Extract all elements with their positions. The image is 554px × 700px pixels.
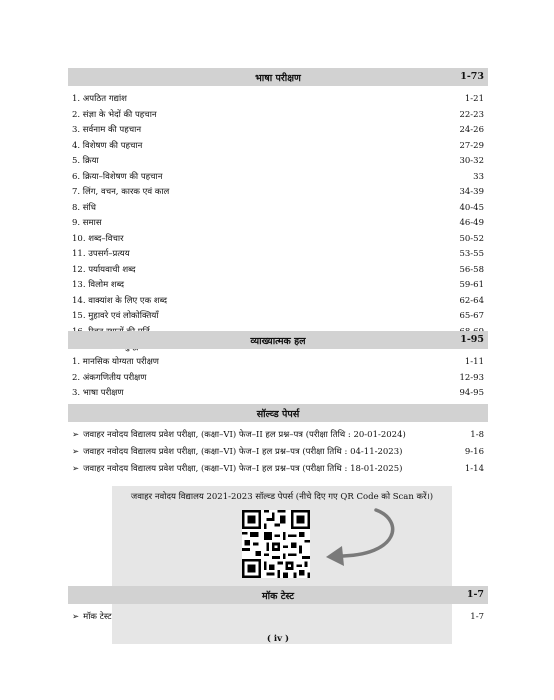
- toc-label: 6. क्रिया–विशेषण की पहचान: [72, 171, 163, 182]
- toc-row[interactable]: [68, 123, 488, 137]
- toc-label: 15. मुहावरे एवं लोकोक्तियाँ: [72, 311, 159, 321]
- section-range: 1-73: [460, 71, 484, 82]
- toc-pages: 1-11: [464, 357, 484, 367]
- toc-row[interactable]: [68, 201, 488, 215]
- toc-label: 14. वाक्यांश के लिए एक शब्द: [72, 295, 167, 306]
- toc-pages: 59-61: [459, 280, 484, 290]
- toc-row[interactable]: [68, 355, 488, 369]
- toc-label: 1. मानसिक योग्यता परीक्षण: [72, 357, 159, 367]
- toc-pages: 50-52: [459, 233, 484, 244]
- toc-label: 12. पर्यायवाची शब्द: [72, 264, 136, 275]
- toc-pages: 30-32: [459, 156, 484, 166]
- section-title: व्याख्यात्मक हल: [250, 336, 306, 347]
- toc-row[interactable]: [68, 278, 488, 292]
- curved-arrow-icon: [320, 506, 416, 576]
- toc-pages: 22-23: [459, 109, 484, 120]
- section-range: 1-95: [460, 334, 484, 345]
- toc-row[interactable]: [68, 263, 488, 277]
- toc-row[interactable]: [68, 371, 488, 385]
- section-title: सॉल्व्ड पेपर्स: [256, 409, 300, 420]
- toc-label: जवाहर नवोदय विद्यालय प्रवेश परीक्षा, (कक्षा–VI) फेज–I हल प्रश्न–पत्र (परीक्षा तिथि : 04-11-2023): [83, 447, 403, 457]
- toc-row[interactable]: [68, 309, 488, 323]
- arrow-bullet-icon: ➢: [72, 464, 80, 474]
- section-range: 1-7: [466, 589, 484, 600]
- toc-row[interactable]: [68, 610, 488, 624]
- section-header-language: [68, 68, 488, 86]
- toc-label: 9. समास: [72, 218, 102, 228]
- toc-label: 5. क्रिया: [72, 156, 99, 166]
- toc-label: मॉक टेस्ट: [83, 612, 112, 622]
- toc-label: जवाहर नवोदय विद्यालय प्रवेश परीक्षा, (कक्षा–VI) फेज–II हल प्रश्न–पत्र (परीक्षा तिथि : 20-01-2024): [83, 430, 406, 440]
- toc-pages: 33: [473, 171, 484, 182]
- toc-label: 13. विलोम शब्द: [72, 280, 125, 290]
- section-title: भाषा परीक्षण: [255, 73, 301, 84]
- toc-row[interactable]: [68, 294, 488, 308]
- toc-pages: 1-8: [470, 430, 484, 440]
- qr-code-icon[interactable]: [242, 510, 310, 578]
- toc-pages: 65-67: [459, 311, 484, 321]
- arrow-bullet-icon: ➢: [72, 612, 80, 622]
- toc-label: 2. संज्ञा के भेदों की पहचान: [72, 109, 157, 120]
- toc-pages: 34-39: [459, 187, 484, 197]
- toc-pages: 12-93: [459, 372, 484, 383]
- section-header-mock-test: [68, 586, 488, 604]
- toc-pages: 1-7: [470, 612, 484, 622]
- qr-caption: जवाहर नवोदय विद्यालय 2021-2023 सॉल्व्ड पेपर्स (नीचे दिए गए QR Code को Scan करें।): [130, 492, 434, 502]
- toc-label: 2. अंकगणितीय परीक्षण: [72, 372, 147, 383]
- toc-row[interactable]: [68, 445, 488, 459]
- toc-pages: 1-14: [464, 464, 484, 474]
- toc-pages: 9-16: [464, 447, 484, 457]
- toc-row[interactable]: [68, 247, 488, 261]
- toc-pages: 46-49: [459, 218, 484, 228]
- toc-label: 7. लिंग, वचन, कारक एवं काल: [72, 187, 170, 197]
- toc-row[interactable]: [68, 428, 488, 442]
- toc-row[interactable]: [68, 108, 488, 122]
- toc-pages: 40-45: [459, 202, 484, 213]
- toc-pages: 94-95: [459, 388, 484, 398]
- toc-label: 8. संधि: [72, 202, 96, 213]
- toc-row[interactable]: [68, 232, 488, 246]
- section-header-solved-papers: [68, 404, 488, 422]
- arrow-bullet-icon: ➢: [72, 447, 80, 457]
- toc-row[interactable]: [68, 170, 488, 184]
- section-title: मॉक टेस्ट: [261, 591, 295, 602]
- toc-label: जवाहर नवोदय विद्यालय प्रवेश परीक्षा, (कक्षा–VI) फेज–I हल प्रश्न–पत्र (परीक्षा तिथि : 18-01-2025): [83, 464, 403, 474]
- toc-pages: 1-21: [464, 94, 484, 104]
- section-header-explanatory: [68, 331, 488, 349]
- toc-pages: 62-64: [459, 295, 484, 306]
- toc-row[interactable]: [68, 386, 488, 400]
- toc-label: 1. अपठित गद्यांश: [72, 94, 127, 104]
- toc-pages: 24-26: [459, 125, 484, 135]
- toc-label: 11. उपसर्ग–प्रत्यय: [72, 249, 130, 259]
- toc-pages: 27-29: [459, 140, 484, 151]
- toc-row[interactable]: [68, 462, 488, 476]
- toc-pages: 56-58: [459, 264, 484, 275]
- toc-label: 4. विशेषण की पहचान: [72, 140, 143, 151]
- toc-pages: 53-55: [459, 249, 484, 259]
- toc-row[interactable]: [68, 154, 488, 168]
- toc-label: 10. शब्द–विचार: [72, 233, 124, 244]
- arrow-bullet-icon: ➢: [72, 430, 80, 440]
- toc-label: 3. भाषा परीक्षण: [72, 388, 124, 398]
- toc-row[interactable]: [68, 216, 488, 230]
- toc-label: 3. सर्वनाम की पहचान: [72, 125, 142, 135]
- toc-row[interactable]: [68, 92, 488, 106]
- toc-row[interactable]: [68, 139, 488, 153]
- page-number: ( iv ): [266, 634, 290, 644]
- toc-row[interactable]: [68, 185, 488, 199]
